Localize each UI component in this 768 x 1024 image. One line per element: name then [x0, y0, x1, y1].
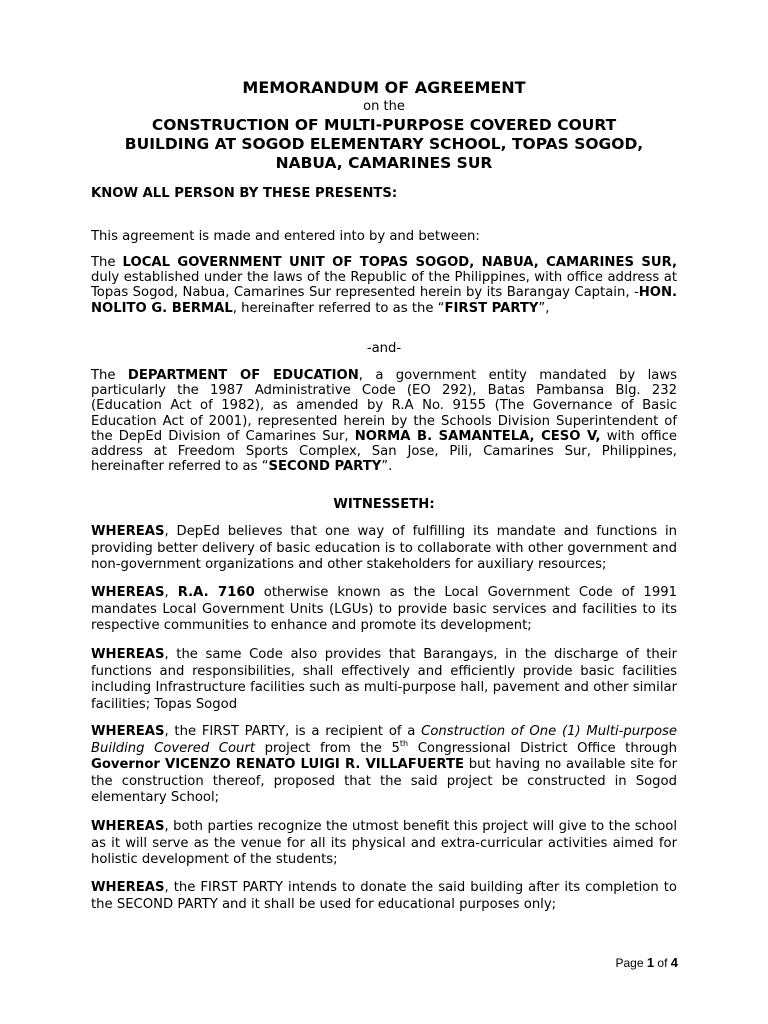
second-party-paragraph [91, 368, 677, 474]
total-page-count: 4 [670, 955, 678, 970]
first-party-paragraph [91, 255, 677, 316]
text-run: ”. [381, 459, 393, 475]
whereas-paragraph-2 [91, 585, 677, 635]
second-party-label: SECOND PARTY [268, 459, 382, 475]
whereas-paragraph-5 [91, 819, 677, 869]
and-separator: -and- [366, 341, 402, 356]
know-all-heading: KNOW ALL PERSON BY THESE PRESENTS: [91, 186, 398, 201]
of-word: of [654, 956, 671, 970]
text-run: but having no available site for the construction thereof, proposed that the said project be constructed in Sogod elementary School; [91, 757, 678, 806]
deped-name: DEPARTMENT OF EDUCATION [127, 368, 359, 383]
text-run: ”, [538, 300, 550, 316]
current-page-number: 1 [646, 955, 655, 970]
title-connector: on the [363, 99, 405, 114]
text-run: , DepEd believes that one way of fulfilling its mandate and functions in providing better delivery of basic education is to collaborate with other government and non-government organizations and other stakeholders for auxiliary resources; [91, 524, 677, 573]
text-run: otherwise known as the Local Government Code of 1991 mandates Local Government Units (LGUs) to provide basic services and facilities to its respective communities to enhance and promote its development; [91, 585, 677, 634]
project-title: Construction of One (1) Multi-purpose Building Covered Court [91, 724, 677, 756]
whereas-paragraph-3 [91, 647, 677, 713]
first-party-label: FIRST PARTY [444, 300, 539, 316]
captain-name: HON. NOLITO G. BERMAL [91, 285, 677, 316]
ordinal-suffix: th [399, 738, 409, 748]
governor-name: Governor VICENZO RENATO LUIGI R. VILLAFUERTE [91, 757, 464, 773]
text-run: , the FIRST PARTY intends to donate the said building after its completion to the SECOND PARTY and it shall be used for educational purposes only; [91, 880, 677, 912]
text-run: with office address at Freedom Sports Complex, San Jose, Pili, Camarines Sur, Philippines, hereinafter referred to as “ [91, 428, 677, 475]
superintendent-name: NORMA B. SAMANTELA, CESO V, [354, 428, 601, 444]
text-run: , hereinafter referred to as the “ [232, 300, 445, 316]
intro-paragraph: This agreement is made and entered into by and between: [91, 229, 480, 244]
document-title: MEMORANDUM OF AGREEMENT [242, 78, 526, 97]
text-run: Congressional District Office through [408, 740, 677, 756]
text-run: duly established under the laws of the Republic of the Philippines, with office address at Topas Sogod, Nabua, Camarines Sur represented herein by its Barangay Captain, - [91, 270, 677, 301]
whereas-lead: WHEREAS [91, 647, 165, 662]
lgu-name: LOCAL GOVERNMENT UNIT OF TOPAS SOGOD, NABUA, CAMARINES SUR, [122, 255, 677, 270]
text-run: , [164, 585, 178, 600]
whereas-lead: WHEREAS [91, 880, 165, 895]
text-run: The [91, 255, 123, 270]
whereas-lead: WHEREAS [91, 819, 165, 834]
page-word: Page [615, 956, 647, 970]
text-run: , the same Code also provides that Barangays, in the discharge of their functions and responsibilities, shall effectively and efficiently provide basic facilities including Infrastructure facilities such as multi-purpose hall, pavement and other similar facilities; Topas Sogod [91, 647, 677, 712]
witnesseth-heading: WITNESSETH: [333, 497, 435, 512]
whereas-lead: WHEREAS [91, 524, 165, 539]
whereas-paragraph-4 [91, 724, 677, 807]
whereas-lead: WHEREAS [91, 585, 165, 600]
text-run: , a government entity mandated by laws particularly the 1987 Administrative Code (EO 292), Batas Pambansa Blg. 232 (Education Act of 1982), as amended by R.A No. 9155 (The Governance of Basic Education Act of 2001), represented herein by the Schools Division Superintendent of the DepEd Division of Camarines Sur, [91, 368, 677, 444]
text-run: , the FIRST PARTY, is a recipient of a [164, 724, 422, 739]
text-run: project from the 5 [255, 740, 400, 756]
text-run: , both parties recognize the utmost benefit this project will give to the school as it will serve as the venue for all its physical and extra-curricular activities aimed for holistic development of the students; [91, 819, 677, 868]
whereas-paragraph-1 [91, 524, 677, 574]
document-subtitle: CONSTRUCTION OF MULTI-PURPOSE COVERED COURT BUILDING AT SOGOD ELEMENTARY SCHOOL, TOPAS SOGOD, NABUA, CAMARINES SUR [124, 116, 644, 172]
text-run: The [91, 368, 128, 383]
whereas-lead: WHEREAS [91, 724, 165, 739]
ra-reference: R.A. 7160 [177, 585, 255, 600]
whereas-paragraph-6 [91, 880, 677, 913]
page-number-footer [615, 956, 678, 970]
